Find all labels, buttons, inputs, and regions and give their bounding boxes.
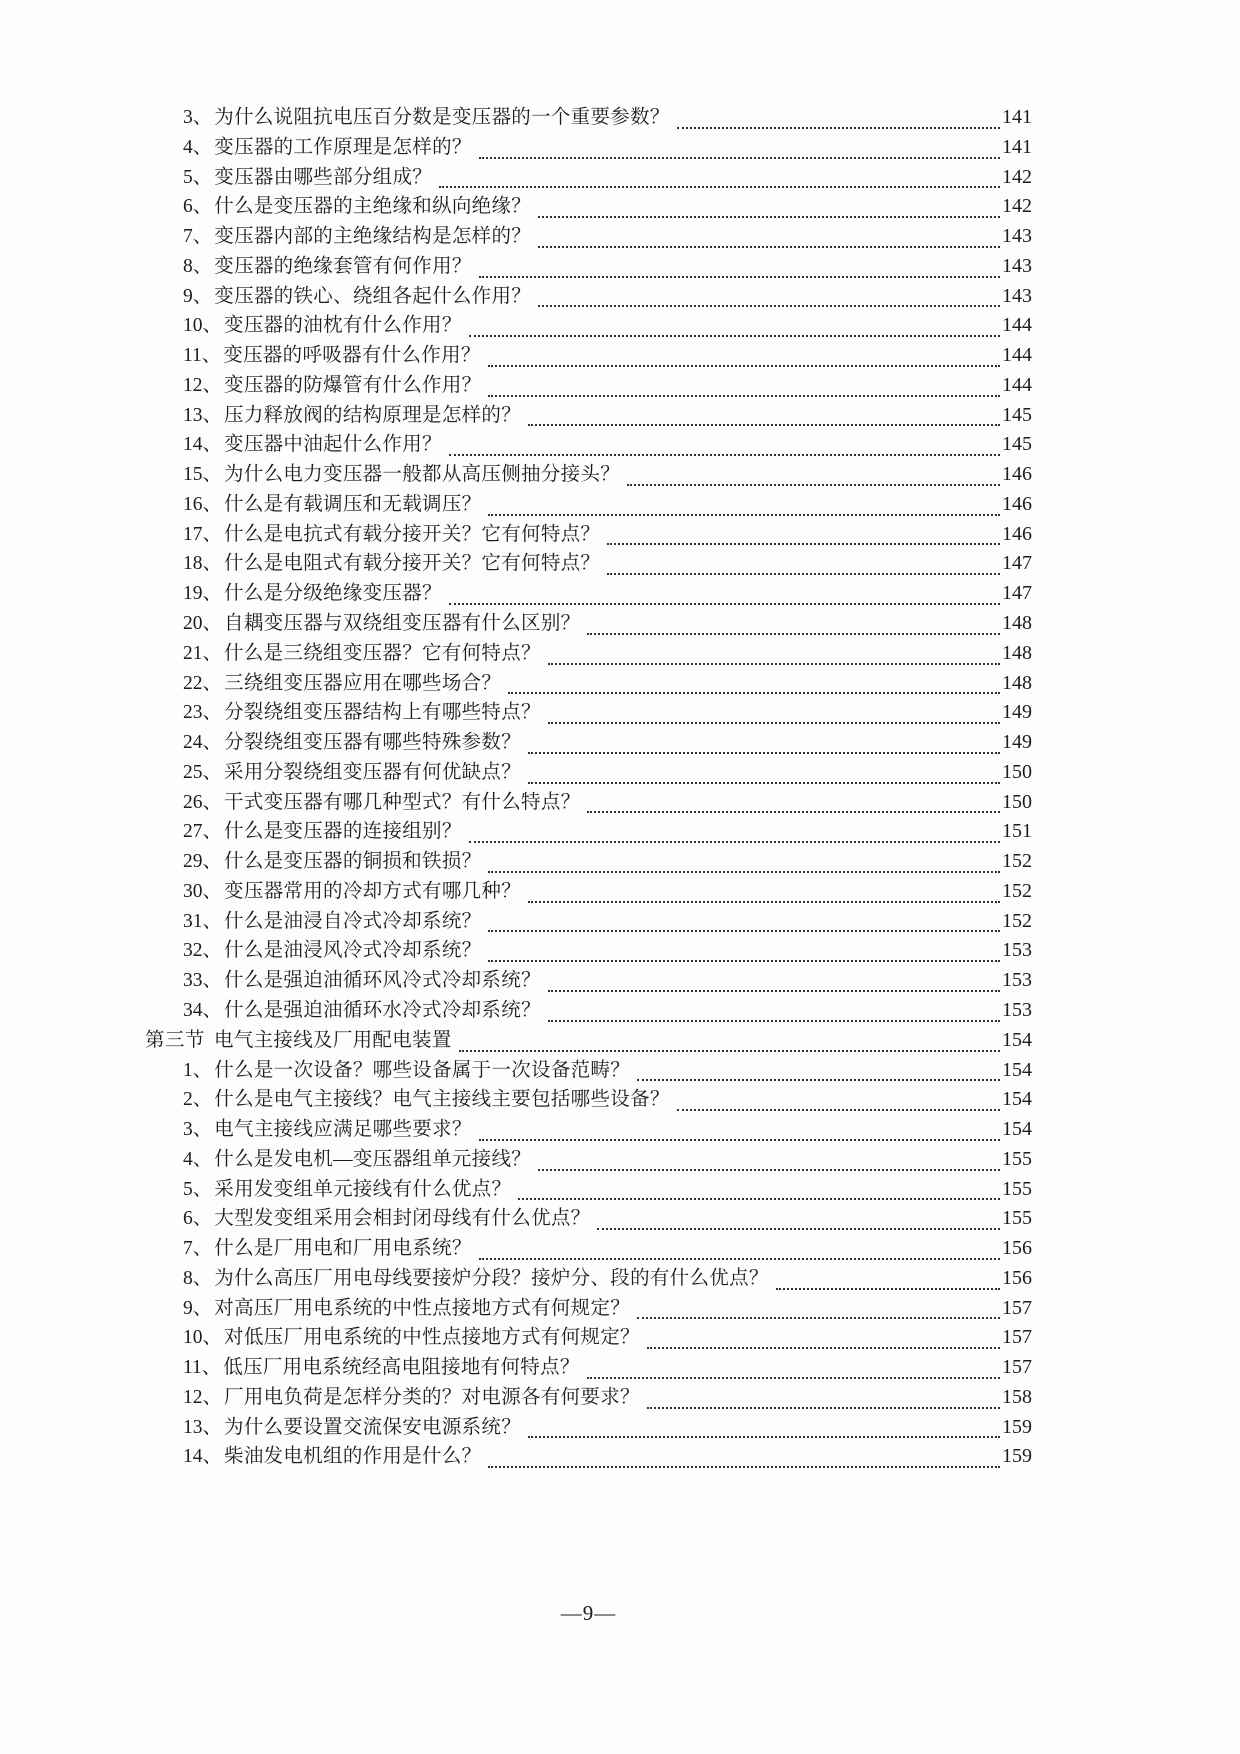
toc-entry[interactable]: [145, 103, 1032, 133]
toc-entry-page: 154: [1002, 1088, 1032, 1111]
toc-entry-number: 14、: [183, 1446, 223, 1468]
dot-leader: [627, 484, 1000, 486]
dot-leader: [528, 901, 1000, 903]
toc-entry-page: 156: [1002, 1237, 1032, 1260]
toc-entry[interactable]: [145, 639, 1032, 669]
toc-entry-title: 变压器内部的主绝缘结构是怎样的？: [214, 226, 532, 248]
toc-entry-page: 153: [1002, 969, 1032, 992]
dot-leader: [548, 1020, 1000, 1022]
dot-leader: [518, 1198, 1000, 1200]
toc-entry-title: 大型发变组采用会相封闭母线有什么优点？: [214, 1208, 591, 1230]
toc-entry-page: 155: [1002, 1147, 1032, 1170]
toc-entry-title: 什么是电阻式有载分接开关？它有何特点？: [224, 553, 601, 575]
toc-entry-number: 15、: [183, 464, 223, 486]
toc-entry-title: 采用分裂绕组变压器有何优缺点？: [224, 761, 522, 783]
toc-entry-number: 9、: [183, 1297, 213, 1319]
toc-entry-page: 154: [1002, 1118, 1032, 1141]
dot-leader: [637, 1317, 1000, 1319]
dot-leader: [528, 782, 1000, 784]
toc-entry-page: 147: [1002, 582, 1032, 605]
toc-entry-page: 146: [1002, 492, 1032, 515]
toc-entry[interactable]: [145, 430, 1032, 460]
toc-entry[interactable]: [145, 788, 1032, 818]
toc-entry-title: 什么是发电机—变压器组单元接线？: [214, 1148, 532, 1170]
toc-entry-page: 152: [1002, 909, 1032, 932]
toc-list: [145, 103, 1032, 1472]
toc-entry-page: 145: [1002, 403, 1032, 426]
toc-entry-page: 155: [1002, 1207, 1032, 1230]
toc-entry-page: 147: [1002, 552, 1032, 575]
toc-entry-page: 153: [1002, 939, 1032, 962]
dot-leader: [607, 543, 1000, 545]
toc-entry-page: 148: [1002, 671, 1032, 694]
toc-entry-page: 143: [1002, 284, 1032, 307]
toc-entry-title: 什么是有载调压和无载调压？: [224, 493, 482, 515]
toc-entry[interactable]: [145, 728, 1032, 758]
toc-entry[interactable]: [145, 1085, 1032, 1115]
toc-entry[interactable]: [145, 282, 1032, 312]
toc-entry[interactable]: [145, 222, 1032, 252]
toc-entry-number: 14、: [183, 434, 223, 456]
toc-entry-title: 什么是油浸自冷式冷却系统？: [224, 910, 482, 932]
toc-entry[interactable]: [145, 133, 1032, 163]
toc-section-number: 第三节: [145, 1029, 206, 1051]
toc-entry-number: 27、: [183, 821, 223, 843]
toc-entry-page: 141: [1002, 106, 1032, 128]
toc-entry-title: 什么是一次设备？哪些设备属于一次设备范畴？: [214, 1059, 631, 1081]
toc-entry-number: 8、: [183, 255, 213, 277]
dot-leader: [459, 1050, 1000, 1052]
dot-leader: [528, 752, 1000, 754]
toc-entry-number: 25、: [183, 761, 223, 783]
dot-leader: [548, 990, 1000, 992]
dot-leader: [449, 603, 1000, 605]
toc-entry-title: 低压厂用电系统经高电阻接地有何特点？: [223, 1357, 580, 1379]
toc-entry-title: 变压器的呼吸器有什么作用？: [223, 345, 481, 367]
toc-entry-number: 2、: [183, 1089, 213, 1111]
toc-entry-page: 142: [1002, 165, 1032, 188]
toc-entry[interactable]: [145, 1056, 1032, 1086]
dot-leader: [488, 1466, 1000, 1468]
dot-leader: [528, 1436, 1000, 1438]
toc-entry-title: 对低压厂用电系统的中性点接地方式有何规定？: [224, 1327, 640, 1349]
toc-entry-number: 33、: [183, 970, 223, 992]
dot-leader: [548, 722, 1000, 724]
toc-entry[interactable]: [145, 936, 1032, 966]
toc-entry-title: 变压器由哪些部分组成？: [214, 166, 433, 188]
dot-leader: [488, 871, 1000, 873]
toc-entry[interactable]: [145, 520, 1032, 550]
toc-entry-page: 153: [1002, 998, 1032, 1021]
toc-entry-number: 9、: [183, 285, 213, 307]
toc-entry-page: 159: [1002, 1415, 1032, 1438]
toc-entry-number: 22、: [183, 672, 223, 694]
toc-entry-title: 采用发变组单元接线有什么优点？: [214, 1178, 512, 1200]
dot-leader: [479, 1139, 1000, 1141]
dot-leader: [776, 1288, 1000, 1290]
toc-entry-number: 6、: [183, 196, 213, 218]
toc-entry[interactable]: [145, 252, 1032, 282]
dot-leader: [647, 1347, 1000, 1349]
toc-entry-page: 146: [1002, 522, 1032, 545]
toc-entry[interactable]: [145, 1204, 1032, 1234]
dot-leader: [488, 514, 1000, 516]
toc-entry-page: 157: [1002, 1356, 1032, 1379]
toc-entry-number: 4、: [183, 136, 213, 158]
toc-entry[interactable]: [145, 1323, 1032, 1353]
dot-leader: [469, 335, 1000, 337]
dot-leader: [488, 395, 1000, 397]
toc-entry-number: 11、: [183, 1357, 222, 1379]
dot-leader: [538, 246, 1000, 248]
toc-entry[interactable]: [145, 877, 1032, 907]
toc-entry-title: 为什么说阻抗电压百分数是变压器的一个重要参数？: [214, 107, 670, 128]
toc-entry-title: 为什么高压厂用电母线要接炉分段？接炉分、段的有什么优点？: [214, 1267, 769, 1289]
toc-entry-page: 150: [1002, 790, 1032, 813]
toc-entry[interactable]: [145, 192, 1032, 222]
dot-leader: [637, 1079, 1000, 1081]
toc-entry-title: 压力释放阀的结构原理是怎样的？: [224, 404, 522, 426]
toc-entry-title: 柴油发电机组的作用是什么？: [224, 1446, 482, 1468]
toc-entry-number: 6、: [183, 1208, 213, 1230]
toc-entry[interactable]: [145, 1264, 1032, 1294]
toc-entry-page: 152: [1002, 879, 1032, 902]
toc-entry-title: 变压器中油起什么作用？: [224, 434, 442, 456]
toc-entry-page: 145: [1002, 433, 1032, 456]
toc-entry-number: 18、: [183, 553, 223, 575]
toc-entry-title: 分裂绕组变压器有哪些特殊参数？: [224, 732, 522, 754]
toc-entry-title: 变压器的油枕有什么作用？: [224, 315, 462, 337]
toc-entry-number: 12、: [183, 374, 223, 396]
toc-section-page: 154: [1002, 1028, 1032, 1051]
toc-entry-number: 5、: [183, 1178, 213, 1200]
toc-entry-title: 三绕组变压器应用在哪些场合？: [224, 672, 502, 694]
toc-entry-page: 156: [1002, 1266, 1032, 1289]
toc-entry[interactable]: [145, 817, 1032, 847]
toc-entry[interactable]: [145, 1294, 1032, 1324]
dot-leader: [538, 1169, 1000, 1171]
toc-entry[interactable]: [145, 847, 1032, 877]
toc-entry-title: 对高压厂用电系统的中性点接地方式有何规定？: [214, 1297, 631, 1319]
toc-entry-number: 5、: [183, 166, 213, 188]
toc-entry-title: 什么是三绕组变压器？它有何特点？: [224, 642, 541, 664]
toc-entry-title: 为什么电力变压器一般都从高压侧抽分接头？: [224, 464, 621, 486]
dot-leader: [538, 216, 1000, 218]
dot-leader: [548, 663, 1000, 665]
toc-entry-number: 3、: [183, 107, 213, 128]
toc-entry-number: 30、: [183, 880, 223, 902]
toc-entry-number: 10、: [183, 315, 223, 337]
toc-entry-page: 151: [1002, 820, 1032, 843]
toc-entry[interactable]: [145, 1353, 1032, 1383]
dot-leader: [607, 573, 1000, 575]
toc-entry[interactable]: [145, 1234, 1032, 1264]
toc-entry-number: 13、: [183, 404, 223, 426]
toc-entry-title: 变压器的铁心、绕组各起什么作用？: [214, 285, 532, 307]
dot-leader: [439, 186, 1000, 188]
toc-entry-number: 7、: [183, 1238, 213, 1260]
toc-entry-title: 为什么要设置交流保安电源系统？: [224, 1416, 522, 1438]
toc-entry[interactable]: [145, 1145, 1032, 1175]
toc-entry-page: 146: [1002, 463, 1032, 486]
toc-entry[interactable]: [145, 669, 1032, 699]
toc-entry-page: 148: [1002, 641, 1032, 664]
toc-entry[interactable]: [145, 1442, 1032, 1472]
toc-entry[interactable]: [145, 609, 1032, 639]
toc-entry-title: 厂用电负荷是怎样分类的？对电源各有何要求？: [224, 1386, 640, 1408]
toc-entry-title: 干式变压器有哪几种型式？有什么特点？: [224, 791, 581, 813]
dot-leader: [538, 305, 1000, 307]
toc-entry-number: 21、: [183, 642, 223, 664]
toc-entry-page: 150: [1002, 760, 1032, 783]
toc-entry-number: 34、: [183, 999, 223, 1021]
toc-entry-page: 144: [1002, 373, 1032, 396]
dot-leader: [647, 1407, 1000, 1409]
toc-entry-number: 12、: [183, 1386, 223, 1408]
toc-entry-title: 什么是强迫油循环风冷式冷却系统？: [224, 970, 541, 992]
toc-entry-number: 1、: [183, 1059, 213, 1081]
toc-entry-page: 158: [1002, 1385, 1032, 1408]
toc-entry-title: 什么是分级绝缘变压器？: [224, 583, 442, 605]
toc-entry[interactable]: [145, 460, 1032, 490]
toc-entry-page: 157: [1002, 1296, 1032, 1319]
toc-entry-number: 3、: [183, 1119, 213, 1141]
dot-leader: [587, 811, 1000, 813]
toc-entry-title: 变压器的工作原理是怎样的？: [214, 136, 472, 158]
toc-entry-page: 144: [1002, 344, 1032, 367]
dot-leader: [479, 1258, 1000, 1260]
toc-entry-number: 8、: [183, 1267, 213, 1289]
dot-leader: [587, 1377, 1000, 1379]
toc-entry-title: 什么是变压器的连接组别？: [224, 821, 462, 843]
toc-entry-title: 分裂绕组变压器结构上有哪些特点？: [224, 702, 541, 724]
toc-entry[interactable]: [145, 579, 1032, 609]
toc-section-heading[interactable]: [145, 1026, 1032, 1056]
toc-entry[interactable]: [145, 1413, 1032, 1443]
dot-leader: [469, 841, 1000, 843]
toc-entry-title: 什么是电抗式有载分接开关？它有何特点？: [224, 523, 601, 545]
toc-entry-number: 17、: [183, 523, 223, 545]
toc-entry-title: 什么是油浸风冷式冷却系统？: [224, 940, 482, 962]
toc-entry[interactable]: [145, 341, 1032, 371]
dot-leader: [677, 127, 1000, 129]
toc-entry-page: 143: [1002, 225, 1032, 248]
toc-entry-number: 16、: [183, 493, 223, 515]
toc-entry-page: 148: [1002, 612, 1032, 635]
toc-entry-number: 23、: [183, 702, 223, 724]
toc-entry-title: 变压器的防爆管有什么作用？: [224, 374, 482, 396]
toc-entry[interactable]: [145, 401, 1032, 431]
toc-entry-number: 13、: [183, 1416, 223, 1438]
toc-entry[interactable]: [145, 549, 1032, 579]
toc-entry-page: 155: [1002, 1177, 1032, 1200]
toc-entry[interactable]: [145, 758, 1032, 788]
toc-entry[interactable]: [145, 966, 1032, 996]
toc-entry-number: 11、: [183, 345, 222, 367]
toc-entry-page: 157: [1002, 1326, 1032, 1349]
dot-leader: [488, 930, 1000, 932]
toc-entry[interactable]: [145, 163, 1032, 193]
toc-entry[interactable]: [145, 490, 1032, 520]
toc-entry-title: 什么是强迫油循环水冷式冷却系统？: [224, 999, 541, 1021]
toc-entry-number: 29、: [183, 851, 223, 873]
toc-entry-page: 144: [1002, 314, 1032, 337]
toc-entry-page: 149: [1002, 701, 1032, 724]
toc-entry-title: 什么是变压器的铜损和铁损？: [224, 851, 482, 873]
toc-entry-number: 19、: [183, 583, 223, 605]
toc-entry-title: 什么是变压器的主绝缘和纵向绝缘？: [214, 196, 532, 218]
toc-entry-number: 24、: [183, 732, 223, 754]
toc-entry-page: 143: [1002, 254, 1032, 277]
dot-leader: [528, 424, 1000, 426]
toc-entry-number: 7、: [183, 226, 213, 248]
toc-entry-page: 141: [1002, 135, 1032, 158]
dot-leader: [508, 692, 1000, 694]
toc-entry-title: 什么是电气主接线？电气主接线主要包括哪些设备？: [214, 1089, 670, 1111]
page-footer: —9—: [560, 1601, 617, 1625]
dot-leader: [587, 633, 1000, 635]
toc-entry-number: 20、: [183, 613, 223, 635]
toc-entry-title: 什么是厂用电和厂用电系统？: [214, 1238, 472, 1260]
toc-entry-title: 自耦变压器与双绕组变压器有什么区别？: [224, 613, 581, 635]
toc-entry-title: 变压器常用的冷却方式有哪几种？: [224, 880, 522, 902]
toc-entry-page: 142: [1002, 195, 1032, 218]
toc-entry[interactable]: [145, 1383, 1032, 1413]
toc-entry-title: 变压器的绝缘套管有何作用？: [214, 255, 472, 277]
toc-entry[interactable]: [145, 1115, 1032, 1145]
dot-leader: [677, 1109, 1000, 1111]
toc-entry[interactable]: [145, 371, 1032, 401]
toc-entry-page: 159: [1002, 1445, 1032, 1468]
dot-leader: [597, 1228, 1000, 1230]
dot-leader: [479, 157, 1000, 159]
toc-entry-page: 152: [1002, 850, 1032, 873]
toc-entry-page: 154: [1002, 1058, 1032, 1081]
toc-entry-number: 32、: [183, 940, 223, 962]
toc-entry-number: 4、: [183, 1148, 213, 1170]
toc-entry-title: 电气主接线应满足哪些要求？: [214, 1119, 472, 1141]
toc-entry-number: 26、: [183, 791, 223, 813]
dot-leader: [449, 454, 1000, 456]
toc-entry-page: 149: [1002, 731, 1032, 754]
toc-entry-number: 10、: [183, 1327, 223, 1349]
toc-entry-number: 31、: [183, 910, 223, 932]
dot-leader: [488, 365, 1000, 367]
dot-leader: [479, 276, 1000, 278]
dot-leader: [488, 960, 1000, 962]
toc-section-title: 电气主接线及厂用配电装置: [214, 1029, 452, 1051]
toc-entry[interactable]: [145, 1175, 1032, 1205]
toc-entry[interactable]: [145, 996, 1032, 1026]
toc-entry[interactable]: [145, 698, 1032, 728]
toc-entry[interactable]: [145, 311, 1032, 341]
toc-entry[interactable]: [145, 907, 1032, 937]
